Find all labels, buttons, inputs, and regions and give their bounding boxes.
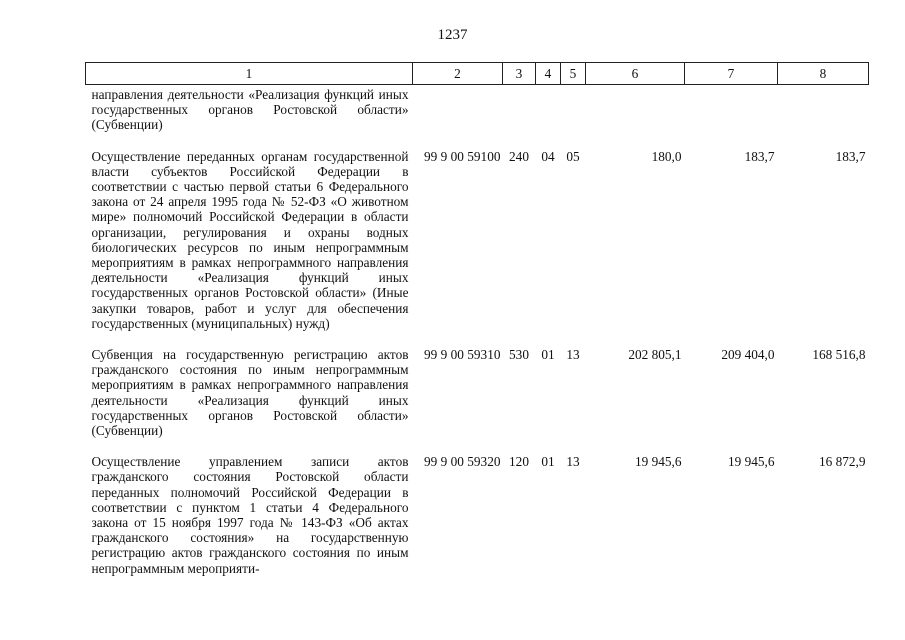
row-amount-year-1: 180,0 xyxy=(651,148,682,164)
row-section: 01 xyxy=(541,454,555,470)
column-header-target-code: 2 xyxy=(413,63,503,85)
column-header-amount-year-3: 8 xyxy=(778,63,869,85)
row-subsection: 05 xyxy=(566,148,580,164)
table-row xyxy=(86,85,869,133)
row-amount-year-2 xyxy=(685,85,778,133)
row-amount-year-3: 183,7 xyxy=(835,148,866,164)
row-section: 04 xyxy=(541,148,555,164)
row-section: 01 xyxy=(541,347,555,363)
row-section xyxy=(536,85,561,133)
row-expense-type: 530 xyxy=(509,347,529,363)
row-description: Осуществление управлением записи актов гражданского состояния Ростовской области переданных полномочий Российской Федерации в соответствии с пунктом 1 статьи 4 Федерального закона от 15 ноября 1997 года № 143-ФЗ «Об актах гражданского состояния» на государственную регистрацию актов гражданского состояния по иным непрограммным мероприяти- xyxy=(91,454,409,576)
row-amount-year-2: 209 404,0 xyxy=(721,347,775,363)
table-row xyxy=(86,438,869,576)
row-amount-year-1: 202 805,1 xyxy=(628,347,682,363)
row-target-code: 99 9 00 59310 xyxy=(424,347,501,363)
row-expense-type xyxy=(503,85,536,133)
row-description: Субвенция на государственную регистрацию актов гражданского состояния по иным непрограммным мероприятиям в рамках непрограммного направления деятельности «Реализация функций иных государственных органов Ростовской области» (Субвенции) xyxy=(91,347,409,439)
row-description: направления деятельности «Реализация функций иных государственных органов Ростовской области» (Субвенции) xyxy=(91,87,409,133)
table-header-row xyxy=(86,63,869,85)
row-amount-year-2: 183,7 xyxy=(744,148,775,164)
row-expense-type: 240 xyxy=(509,148,529,164)
row-expense-type: 120 xyxy=(509,454,529,470)
table-row xyxy=(86,331,869,438)
row-amount-year-2: 19 945,6 xyxy=(727,454,775,470)
budget-table xyxy=(85,62,869,576)
column-header-amount-year-1: 6 xyxy=(586,63,685,85)
column-header-amount-year-2: 7 xyxy=(685,63,778,85)
column-header-subsection: 5 xyxy=(561,63,586,85)
row-description: Осуществление переданных органам государственной власти субъектов Российской Федерации в соответствии с частью первой статьи 6 Федерального закона от 24 апреля 1995 года № 52-ФЗ «О животном мире» полномочий Российской Федерации в области организации, регулирования и охраны водных биологических ресурсов по иным непрограммным мероприятиям в рамках непрограммного направления деятельности «Реализация функций иных государственных органов Ростовской области» (Иные закупки товаров, работ и услуг для обеспечения государственных (муниципальных) нужд) xyxy=(91,148,409,331)
row-target-code: 99 9 00 59320 xyxy=(424,454,501,470)
row-target-code xyxy=(413,85,503,133)
row-amount-year-1: 19 945,6 xyxy=(634,454,682,470)
row-target-code: 99 9 00 59100 xyxy=(424,148,501,164)
column-header-expense-type: 3 xyxy=(503,63,536,85)
table-row xyxy=(86,133,869,331)
row-amount-year-3 xyxy=(778,85,869,133)
page-number: 1237 xyxy=(437,27,468,43)
row-amount-year-1 xyxy=(586,85,685,133)
row-amount-year-3: 168 516,8 xyxy=(812,347,866,363)
row-subsection: 13 xyxy=(566,347,580,363)
column-header-description: 1 xyxy=(86,63,413,85)
row-subsection xyxy=(561,85,586,133)
column-header-section: 4 xyxy=(536,63,561,85)
row-subsection: 13 xyxy=(566,454,580,470)
row-amount-year-3: 16 872,9 xyxy=(818,454,866,470)
